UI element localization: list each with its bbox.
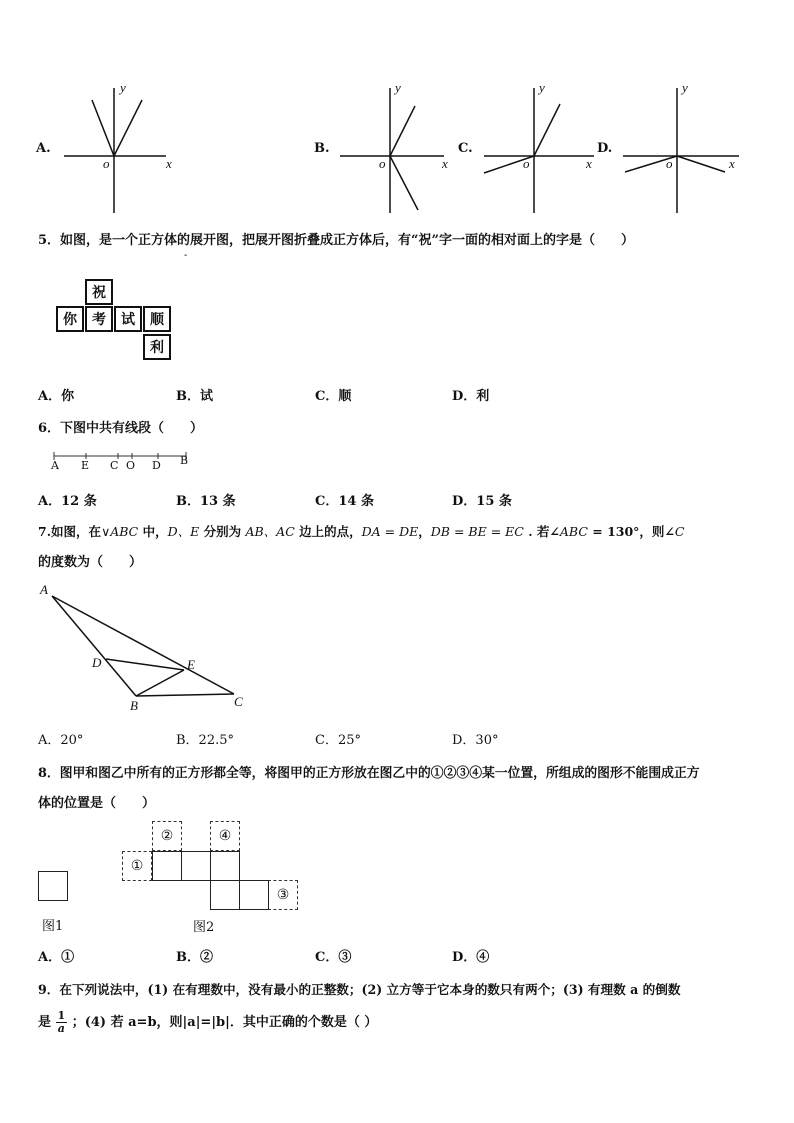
q5-option-d[interactable]: D．利 xyxy=(452,389,490,404)
y-axis-label: y xyxy=(395,80,401,95)
q4-option-b xyxy=(314,78,474,218)
q8-option-a[interactable]: A．① xyxy=(38,950,75,965)
fig2-position-2: ② xyxy=(152,821,182,851)
q7-term: ABC xyxy=(110,524,139,539)
y-axis-label: y xyxy=(120,80,126,95)
vertex-label-c: C xyxy=(234,694,243,709)
origin-label: o xyxy=(379,156,386,171)
q6-option-d[interactable]: D．15 条 xyxy=(452,494,512,509)
vertex-label-e: E xyxy=(187,657,195,672)
point-label-a: A xyxy=(51,459,59,472)
fig2-square xyxy=(181,851,211,881)
q7-term: C xyxy=(674,524,685,539)
q7-text: 7.如图，在 xyxy=(38,524,102,539)
q4-option-a xyxy=(36,78,196,218)
fig2-square xyxy=(152,851,182,881)
q4-option-d xyxy=(597,78,747,218)
fraction-one-over-a xyxy=(56,1010,68,1035)
q7-term: DB = BE = EC xyxy=(430,524,524,539)
fig2-square xyxy=(210,880,240,910)
point-label-c: C xyxy=(110,459,119,472)
x-axis-label: x xyxy=(166,156,172,171)
x-axis-label: x xyxy=(442,156,448,171)
net-face-row-1: 你 xyxy=(56,306,84,332)
segment-line xyxy=(46,450,196,464)
q7-term: AB、AC xyxy=(245,524,295,539)
q5-option-c[interactable]: C．顺 xyxy=(315,389,352,404)
q9-text: ；(4) 若 a=b，则|a|=|b|．其中正确的个数是（ ） xyxy=(71,1015,378,1030)
vertex-label-b: B xyxy=(130,698,138,713)
q8-question-line2: 体的位置是（ ） xyxy=(38,796,156,811)
fig1-caption: 图1 xyxy=(42,919,64,934)
option-label: A. xyxy=(36,141,51,156)
graph-c xyxy=(458,78,598,218)
point-label-b: B xyxy=(180,454,189,467)
q7-option-a[interactable]: A．20° xyxy=(38,733,84,748)
net-face-top: 祝 xyxy=(85,279,113,305)
fraction-denominator: a xyxy=(57,1022,65,1035)
q4-option-c xyxy=(458,78,598,218)
fraction-numerator: 1 xyxy=(57,1009,66,1022)
q7-text: ， xyxy=(418,524,431,539)
q7-question-line1 xyxy=(38,522,684,540)
q7-text: = 130°，则∠ xyxy=(587,524,675,539)
q7-text: . 若∠ xyxy=(523,524,560,539)
q9-text: 是 xyxy=(38,1015,52,1030)
q5-option-a[interactable]: A．你 xyxy=(38,389,75,404)
graph-b xyxy=(314,78,474,218)
vertex-label-a: A xyxy=(40,582,48,597)
q6-option-c[interactable]: C．14 条 xyxy=(315,494,374,509)
q6-option-a[interactable]: A．12 条 xyxy=(38,494,97,509)
q7-text: 边上的点， xyxy=(294,524,362,539)
q8-option-b[interactable]: B．② xyxy=(176,950,213,965)
option-label: C. xyxy=(458,141,473,156)
net-face-bottom: 利 xyxy=(143,334,171,360)
q7-triangle-figure xyxy=(36,582,266,714)
x-axis-label: x xyxy=(586,156,592,171)
point-label-d: D xyxy=(152,459,161,472)
q7-term: ABC xyxy=(559,524,588,539)
origin-label: o xyxy=(666,156,673,171)
point-label-o: O xyxy=(126,459,136,472)
fig2-caption: 图2 xyxy=(193,920,215,935)
q7-term: DA = DE xyxy=(361,524,419,539)
origin-label: o xyxy=(523,156,530,171)
graph-a xyxy=(36,78,196,218)
net-face-row-2: 考 xyxy=(85,306,113,332)
net-face-row-3: 试 xyxy=(114,306,142,332)
fig1-square xyxy=(38,871,68,901)
y-axis-label: y xyxy=(682,80,688,95)
fig2-position-1: ① xyxy=(122,851,152,881)
fig2-square xyxy=(210,851,240,881)
q7-term: D、E xyxy=(167,524,200,539)
fig2-square xyxy=(239,880,269,910)
vertex-label-d: D xyxy=(92,655,102,670)
q6-question: 6．下图中共有线段（ ） xyxy=(38,421,204,436)
q7-option-b[interactable]: B．22.5° xyxy=(176,733,234,748)
option-label: D. xyxy=(597,141,613,156)
graph-d xyxy=(597,78,747,218)
net-face-row-4: 顺 xyxy=(143,306,171,332)
q8-question-line1: 8．图甲和图乙中所有的正方形都全等，将图甲的正方形放在图乙中的①②③④某一位置，所组成的图形不能围成正方 xyxy=(38,766,700,781)
y-axis-label: y xyxy=(539,80,545,95)
q5-option-b[interactable]: B．试 xyxy=(176,389,213,404)
q7-question-line2: 的度数为（ ） xyxy=(38,555,143,570)
stray-mark: - xyxy=(184,250,188,261)
fig2-position-3: ③ xyxy=(268,880,298,910)
q5-question: 5．如图，是一个正方体的展开图，把展开图折叠成正方体后，有“祝”字一面的相对面上的字是（ ） xyxy=(38,233,635,248)
q8-option-d[interactable]: D．④ xyxy=(452,950,490,965)
x-axis-label: x xyxy=(729,156,735,171)
triangle-symbol: ∨ xyxy=(101,524,111,539)
q8-option-c[interactable]: C．③ xyxy=(315,950,352,965)
option-label: B. xyxy=(314,141,330,156)
q6-segment-figure xyxy=(46,450,196,476)
origin-label: o xyxy=(103,156,110,171)
triangle-diagram xyxy=(36,582,266,714)
point-label-e: E xyxy=(81,459,90,472)
q7-text: 分别为 xyxy=(199,524,246,539)
cube-net xyxy=(56,279,176,367)
q9-question-line1: 9．在下列说法中，(1) 在有理数中，没有最小的正整数；(2) 立方等于它本身的数只有两个；(3) 有理数 a 的倒数 xyxy=(38,982,681,997)
q7-option-d[interactable]: D．30° xyxy=(452,733,499,748)
fig2-net xyxy=(122,821,302,911)
q6-option-b[interactable]: B．13 条 xyxy=(176,494,236,509)
q7-option-c[interactable]: C．25° xyxy=(315,733,361,748)
q7-text: 中， xyxy=(138,524,168,539)
fig2-position-4: ④ xyxy=(210,821,240,851)
q9-question-line2 xyxy=(38,1010,377,1035)
